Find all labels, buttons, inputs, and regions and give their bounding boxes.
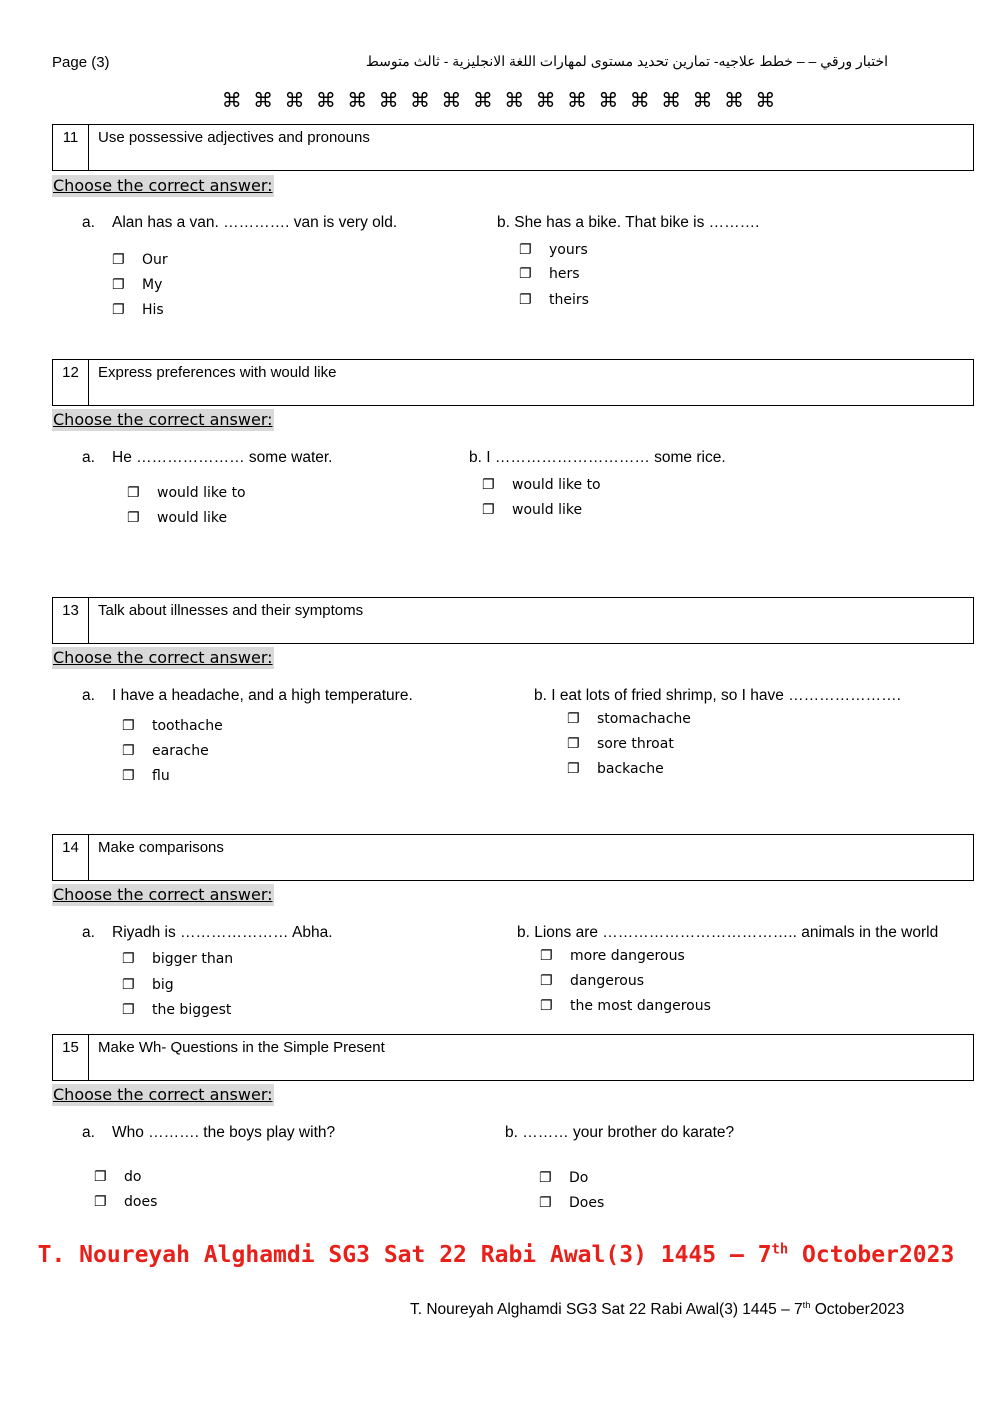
option[interactable]: ❐ His (112, 302, 164, 318)
ornament-icon: ⌘ (598, 88, 619, 112)
question-letter: a. (82, 1124, 95, 1141)
task-title: Make Wh- Questions in the Simple Present (98, 1039, 385, 1056)
checkbox-icon[interactable]: ❐ (567, 711, 580, 727)
choose-instruction: Choose the correct answer: (53, 176, 273, 195)
checkbox-icon[interactable]: ❐ (127, 485, 140, 501)
task-header-15 (52, 1034, 974, 1081)
option[interactable]: ❐ backache (567, 761, 664, 777)
task-header-11 (52, 124, 974, 171)
option[interactable]: ❐ Our (112, 252, 168, 268)
ornament-icon: ⌘ (410, 88, 431, 112)
ornament-icon: ⌘ (535, 88, 556, 112)
question-a: He ………………… some water. (112, 449, 333, 466)
checkbox-icon[interactable]: ❐ (567, 761, 580, 777)
checkbox-icon[interactable]: ❐ (519, 242, 532, 258)
checkbox-icon[interactable]: ❐ (94, 1169, 107, 1185)
question-letter: a. (82, 449, 95, 466)
ornament-icon: ⌘ (692, 88, 713, 112)
option[interactable]: ❐ more dangerous (540, 948, 685, 964)
option[interactable]: ❐ do (94, 1169, 142, 1185)
choose-instruction: Choose the correct answer: (53, 885, 273, 904)
checkbox-icon[interactable]: ❐ (519, 266, 532, 282)
checkbox-icon[interactable]: ❐ (567, 736, 580, 752)
ornament-row (216, 88, 781, 112)
checkbox-icon[interactable]: ❐ (112, 302, 125, 318)
task-number: 14 (53, 835, 89, 880)
option[interactable]: ❐ the biggest (122, 1002, 232, 1018)
option[interactable]: ❐ stomachache (567, 711, 691, 727)
option[interactable]: ❐ bigger than (122, 951, 234, 967)
question-letter: a. (82, 214, 95, 231)
ornament-icon: ⌘ (347, 88, 368, 112)
ornament-icon: ⌘ (315, 88, 336, 112)
option[interactable]: ❐ the most dangerous (540, 998, 711, 1014)
checkbox-icon[interactable]: ❐ (122, 977, 135, 993)
choose-instruction: Choose the correct answer: (53, 648, 273, 667)
choose-instruction: Choose the correct answer: (53, 1085, 273, 1104)
task-number: 15 (53, 1035, 89, 1080)
question-b: b. I ………………………… some rice. (469, 449, 726, 466)
task-title: Talk about illnesses and their symptoms (98, 602, 364, 619)
ornament-icon: ⌘ (755, 88, 776, 112)
task-number: 11 (53, 125, 89, 170)
footer-signature: T. Noureyah Alghamdi SG3 Sat 22 Rabi Awal(3) 1445 – 7th October2023 (410, 1299, 905, 1318)
option[interactable]: ❐ does (94, 1194, 158, 1210)
checkbox-icon[interactable]: ❐ (540, 998, 553, 1014)
task-header-14 (52, 834, 974, 881)
ornament-icon: ⌘ (629, 88, 650, 112)
ornament-icon: ⌘ (378, 88, 399, 112)
checkbox-icon[interactable]: ❐ (519, 292, 532, 308)
checkbox-icon[interactable]: ❐ (122, 1002, 135, 1018)
option[interactable]: ❐ would like to (127, 485, 246, 501)
checkbox-icon[interactable]: ❐ (112, 252, 125, 268)
question-a: Riyadh is ………………… Abha. (112, 924, 333, 941)
ornament-icon: ⌘ (472, 88, 493, 112)
task-header-13 (52, 597, 974, 644)
ornament-icon: ⌘ (661, 88, 682, 112)
ornament-icon: ⌘ (441, 88, 462, 112)
option[interactable]: ❐ would like (482, 502, 583, 518)
question-letter: a. (82, 687, 95, 704)
checkbox-icon[interactable]: ❐ (540, 948, 553, 964)
option[interactable]: ❐ earache (122, 743, 209, 759)
checkbox-icon[interactable]: ❐ (122, 743, 135, 759)
option[interactable]: ❐ sore throat (567, 736, 674, 752)
task-title: Use possessive adjectives and pronouns (98, 129, 370, 146)
checkbox-icon[interactable]: ❐ (539, 1170, 552, 1186)
task-number: 13 (53, 598, 89, 643)
question-a: Alan has a van. …………. van is very old. (112, 214, 398, 231)
ornament-icon: ⌘ (723, 88, 744, 112)
choose-instruction: Choose the correct answer: (53, 410, 273, 429)
option[interactable]: ❐ dangerous (540, 973, 645, 989)
checkbox-icon[interactable]: ❐ (94, 1194, 107, 1210)
checkbox-icon[interactable]: ❐ (540, 973, 553, 989)
question-b: b. Lions are ……………………………….. animals in the world (517, 924, 939, 941)
checkbox-icon[interactable]: ❐ (122, 951, 135, 967)
option[interactable]: ❐ theirs (519, 292, 589, 308)
option[interactable]: ❐ big (122, 977, 174, 993)
checkbox-icon[interactable]: ❐ (122, 768, 135, 784)
task-header-12 (52, 359, 974, 406)
ornament-icon: ⌘ (284, 88, 305, 112)
arabic-header-title: اختبار ورقي – – خطط علاجيه- تمارين تحديد مستوى لمهارات اللغة الانجليزية - ثالث متوسط (365, 53, 888, 69)
question-b: b. ……… your brother do karate? (505, 1124, 735, 1141)
option[interactable]: ❐ Do (539, 1170, 589, 1186)
option[interactable]: ❐ yours (519, 242, 588, 258)
option[interactable]: ❐ would like (127, 510, 228, 526)
task-title: Make comparisons (98, 839, 224, 856)
question-b: b. She has a bike. That bike is ………. (497, 214, 760, 231)
checkbox-icon[interactable]: ❐ (122, 718, 135, 734)
checkbox-icon[interactable]: ❐ (482, 477, 495, 493)
question-b: b. I eat lots of fried shrimp, so I have …………………. (534, 687, 901, 704)
checkbox-icon[interactable]: ❐ (482, 502, 495, 518)
question-a: I have a headache, and a high temperature. (112, 687, 413, 704)
option[interactable]: ❐ toothache (122, 718, 223, 734)
task-number: 12 (53, 360, 89, 405)
ornament-icon: ⌘ (221, 88, 242, 112)
option[interactable]: ❐ would like to (482, 477, 601, 493)
question-a: Who ………. the boys play with? (112, 1124, 336, 1141)
question-letter: a. (82, 924, 95, 941)
option[interactable]: ❐ Does (539, 1195, 605, 1211)
checkbox-icon[interactable]: ❐ (127, 510, 140, 526)
option[interactable]: ❐ My (112, 277, 163, 293)
ornament-icon: ⌘ (566, 88, 587, 112)
footer-signature-red: T. Noureyah Alghamdi SG3 Sat 22 Rabi Awal(3) 1445 – 7th October2023 (37, 1241, 955, 1268)
checkbox-icon[interactable]: ❐ (112, 277, 125, 293)
ornament-icon: ⌘ (504, 88, 525, 112)
ornament-icon: ⌘ (253, 88, 274, 112)
task-title: Express preferences with would like (98, 364, 337, 381)
checkbox-icon[interactable]: ❐ (539, 1195, 552, 1211)
option[interactable]: ❐ hers (519, 266, 580, 282)
page-number: Page (3) (52, 54, 110, 71)
option[interactable]: ❐ flu (122, 768, 170, 784)
